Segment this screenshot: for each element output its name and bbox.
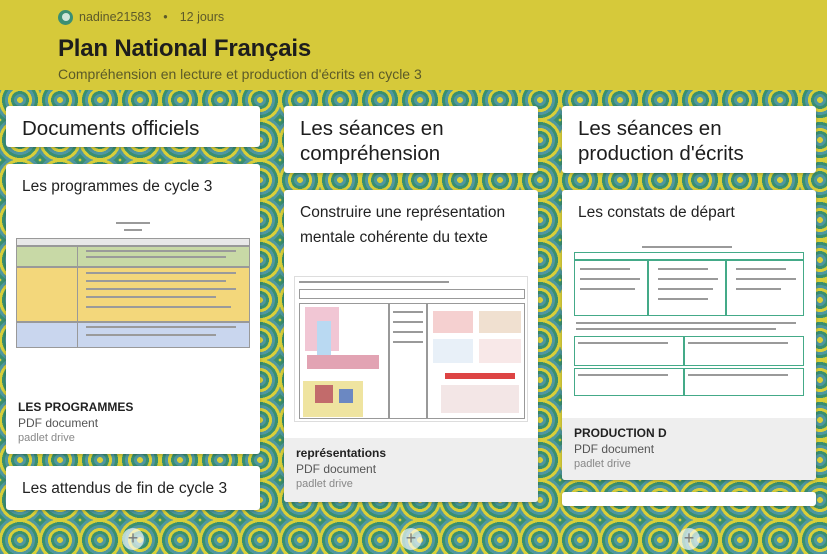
post-card-programmes[interactable] — [6, 164, 260, 454]
separator-dot: • — [163, 10, 168, 24]
pdf-preview[interactable] — [572, 242, 806, 398]
author-meta — [58, 8, 769, 26]
attachment-info[interactable] — [284, 438, 538, 502]
page-subtitle: Compréhension en lecture et production d'écrits en cycle 3 — [58, 66, 422, 82]
plus-icon: + — [683, 528, 695, 548]
pdf-preview[interactable] — [16, 214, 250, 356]
add-post-button-col1[interactable] — [122, 528, 144, 550]
post-card-placeholder[interactable] — [562, 492, 816, 506]
pdf-preview[interactable] — [294, 276, 528, 422]
attachment-info[interactable] — [6, 392, 260, 452]
padlet-header — [0, 0, 827, 90]
column-header-production[interactable] — [562, 106, 816, 173]
attachment-name: PRODUCTION D — [574, 426, 667, 440]
card-title: Les constats de départ — [578, 204, 735, 221]
plus-icon: + — [405, 528, 417, 548]
column-header-comprehension[interactable] — [284, 106, 538, 173]
card-title: Les attendus de fin de cycle 3 — [22, 480, 228, 497]
author-name[interactable]: nadine21583 — [79, 10, 152, 24]
column-title: Les séances en compréhension — [300, 117, 444, 165]
add-post-button-col2[interactable] — [400, 528, 422, 550]
avatar-icon[interactable] — [58, 10, 73, 25]
post-card-representation[interactable] — [284, 190, 538, 502]
column-title: Les séances en production d'écrits — [578, 117, 744, 165]
attachment-info[interactable] — [562, 418, 816, 480]
attachment-source: padlet drive — [18, 432, 75, 444]
add-post-button-col3[interactable] — [678, 528, 700, 550]
attachment-type: PDF document — [574, 442, 655, 456]
post-card-constats[interactable] — [562, 190, 816, 480]
attachment-source: padlet drive — [296, 478, 353, 490]
card-title: Les programmes de cycle 3 — [22, 178, 213, 195]
plus-icon: + — [127, 528, 139, 548]
attachment-source: padlet drive — [574, 458, 631, 470]
attachment-type: PDF document — [18, 416, 99, 430]
attachment-name: LES PROGRAMMES — [18, 400, 134, 414]
column-title: Documents officiels — [22, 117, 200, 140]
column-header-documents-officiels[interactable] — [6, 106, 260, 147]
post-card-attendus[interactable] — [6, 466, 260, 510]
card-title: Construire une représentation mentale cohérente du texte — [300, 204, 506, 246]
attachment-name: représentations — [296, 446, 387, 460]
page-title: Plan National Français — [58, 35, 312, 62]
post-age: 12 jours — [179, 10, 225, 24]
attachment-type: PDF document — [296, 462, 377, 476]
